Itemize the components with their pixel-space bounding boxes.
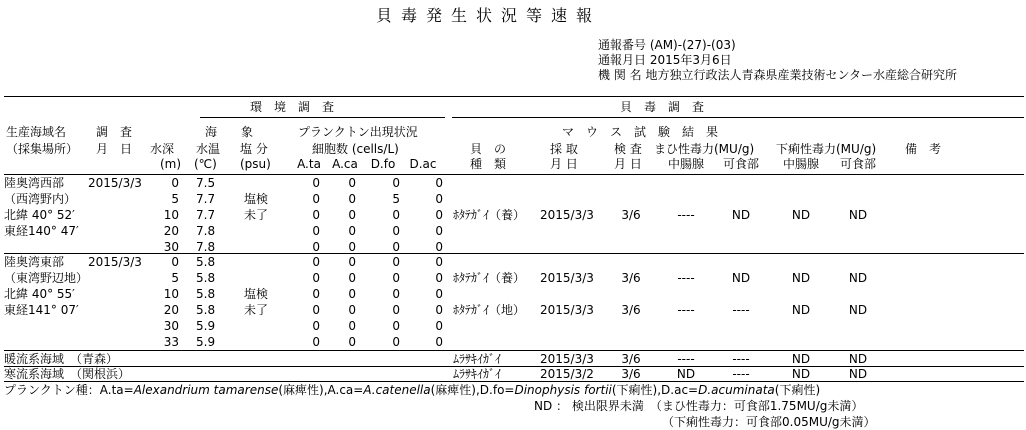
dfo-cell: 5 [392,192,400,206]
species-name: Alexandrium tamarense [133,383,279,397]
plankton-legend [4,383,820,397]
sample-header: 採 取 [550,142,578,156]
salinity-cell: 塩検 [244,192,269,206]
report-date: 通報月日 2015年3月6日 [598,53,732,67]
psp-gland-header: 中腸腺 [667,157,705,171]
salinity-cell: 塩検 [244,287,269,301]
depth-cell: 5 [171,192,179,206]
dsp-gland-cell: ND [791,303,811,317]
temp-cell: 5.8 [196,255,216,269]
dac-cell: 0 [435,287,443,301]
ata-cell: 0 [312,255,320,269]
inspect-date-cell: 3/6 [621,352,641,366]
survey-sub-header: 月 日 [96,142,133,156]
shell-species-cell: ﾑﾗｻｷｲｶﾞｲ [453,367,502,381]
dsp-edible-cell: ND [848,271,868,285]
salinity-cell: 未了 [244,208,269,222]
temp-cell: 7.5 [196,176,216,190]
aca-cell: 0 [348,271,356,285]
dfo-cell: 0 [392,208,400,222]
aca-header: A.ca [332,157,358,171]
ata-cell: 0 [312,240,320,254]
dac-cell: 0 [435,255,443,269]
table-top-border [4,96,1024,97]
area-name: 陸奥湾東部 [4,255,65,269]
area-latitude: 北緯 40° 55′ [4,287,75,301]
shell-header: 貝 の [470,142,507,156]
survey-header: 調 査 [96,125,133,139]
depth-cell: 10 [163,208,179,222]
psp-gland-cell: ---- [677,352,695,366]
psp-gland-cell: ---- [677,208,695,222]
survey-date: 2015/3/3 [88,255,142,269]
cells-header: 細胞数 (cells/L) [312,142,399,156]
aca-cell: 0 [348,303,356,317]
depth-cell: 30 [163,319,179,333]
cold-area: 寒流系海域 （関根浜） [4,367,131,381]
dfo-cell: 0 [392,319,400,333]
aca-cell: 0 [348,224,356,238]
inspect-date-cell: 3/6 [621,208,641,222]
psp-gland-cell: ---- [677,303,695,317]
psp-edible-cell: ---- [732,367,750,381]
psp-header: まひ性毒力(MU/g) [654,142,755,156]
header-bottom-border [4,174,1024,175]
temp-cell: 7.7 [196,192,216,206]
species-name: A.catenella [363,383,431,397]
dfo-cell: 0 [392,176,400,190]
temp-cell: 5.9 [196,335,216,349]
psp-gland-cell: ---- [677,271,695,285]
toxin-group-header: 貝 毒 調 査 [620,100,705,114]
sample-date-cell: 2015/3/3 [540,352,594,366]
dsp-edible-cell: ND [848,352,868,366]
dsp-edible-cell: ND [848,208,868,222]
shell-species-cell: ﾎﾀﾃｶﾞｲ（養） [453,208,526,222]
temp-cell: 7.8 [196,224,216,238]
ata-cell: 0 [312,271,320,285]
depth-header: 水深 [150,142,175,156]
area-location: （西湾野内） [4,192,77,206]
psp-edible-cell: ND [731,208,751,222]
report-number: 通報番号 (AM)-(27)-(03) [598,38,736,52]
shell-species-cell: ﾑﾗｻｷｲｶﾞｲ [453,352,502,366]
ata-cell: 0 [312,319,320,333]
dac-cell: 0 [435,319,443,333]
area-sub-header: （採集場所） [6,142,79,156]
legend-text: (麻痺性),A.ca= [278,383,364,397]
inspect-sub-header: 月 日 [614,157,642,171]
report-agency: 機 関 名 地方独立行政法人青森県産業技術センター水産総合研究所 [598,68,957,82]
dac-header: D.ac [409,157,437,171]
depth-cell: 0 [171,255,179,269]
aca-cell: 0 [348,176,356,190]
sample-date-cell: 2015/3/2 [540,367,594,381]
inspect-header: 検 査 [614,142,642,156]
salinity-cell: 未了 [244,303,269,317]
aca-cell: 0 [348,208,356,222]
area-location: （東湾野辺地） [4,271,89,285]
ata-cell: 0 [312,176,320,190]
plankton-header: プランクトン出現状況 [298,125,418,139]
dfo-cell: 0 [392,335,400,349]
block-divider-3 [4,366,1024,367]
dfo-cell: 0 [392,287,400,301]
dsp-header: 下痢性毒力(MU/g) [776,142,877,156]
depth-cell: 20 [163,303,179,317]
block-divider-1 [4,253,1024,254]
ata-cell: 0 [312,208,320,222]
warm-area: 暖流系海域 （青森） [4,352,119,366]
legend-text: (下痢性),D.ac= [611,383,699,397]
remarks-header: 備 考 [905,142,942,156]
depth-unit: (m) [160,157,182,171]
area-header: 生産海域名 [6,125,67,139]
dac-cell: 0 [435,240,443,254]
toxin-group-underline [452,117,1024,118]
dfo-cell: 0 [392,255,400,269]
nd-note-2: （下痢性毒力：可食部0.05MU/g未満） [662,415,876,429]
temp-cell: 5.9 [196,319,216,333]
salinity-unit: (psu) [240,157,271,171]
dsp-edible-header: 可食部 [839,157,877,171]
dfo-cell: 0 [392,271,400,285]
dac-cell: 0 [435,192,443,206]
aca-cell: 0 [348,240,356,254]
inspect-date-cell: 3/6 [621,271,641,285]
depth-cell: 0 [171,176,179,190]
depth-cell: 20 [163,224,179,238]
legend-text: (下痢性) [774,383,821,397]
dac-cell: 0 [435,176,443,190]
env-group-underline [200,117,445,118]
temp-cell: 5.8 [196,287,216,301]
dsp-edible-cell: ND [848,303,868,317]
shell-sub-header: 種 類 [470,157,507,171]
shell-species-cell: ﾎﾀﾃｶﾞｲ（養） [453,271,526,285]
dac-cell: 0 [435,303,443,317]
sample-date-cell: 2015/3/3 [540,208,594,222]
depth-cell: 30 [163,240,179,254]
depth-cell: 33 [163,335,179,349]
survey-date: 2015/3/3 [88,176,142,190]
area-longitude: 東経141° 07′ [4,303,79,317]
legend-text: (麻痺性),D.fo= [430,383,515,397]
area-longitude: 東経140° 47′ [4,224,79,238]
page-title: 貝毒発生状況等速報 [376,6,602,25]
dsp-gland-cell: ND [791,367,811,381]
ata-cell: 0 [312,303,320,317]
psp-edible-cell: ---- [732,352,750,366]
temp-cell: 7.7 [196,208,216,222]
temp-header: 水温 [196,142,221,156]
temp-cell: 5.8 [196,303,216,317]
temp-unit: (℃) [194,157,217,171]
sample-sub-header: 月 日 [550,157,578,171]
dac-cell: 0 [435,335,443,349]
dfo-cell: 0 [392,303,400,317]
dfo-cell: 0 [392,224,400,238]
ata-cell: 0 [312,335,320,349]
psp-edible-header: 可食部 [722,157,760,171]
dsp-edible-cell: ND [848,367,868,381]
block-divider-2 [4,350,1024,351]
ata-cell: 0 [312,287,320,301]
temp-cell: 7.8 [196,240,216,254]
dac-cell: 0 [435,208,443,222]
aca-cell: 0 [348,192,356,206]
ata-cell: 0 [312,192,320,206]
psp-edible-cell: ---- [732,303,750,317]
mouse-test-header: マ ウ ス 試 験 結 果 [562,125,719,139]
psp-gland-cell: ND [676,367,696,381]
env-group-header: 環 境 調 査 [250,100,335,114]
dsp-gland-cell: ND [791,208,811,222]
dsp-gland-cell: ND [791,352,811,366]
dsp-gland-cell: ND [791,271,811,285]
aca-cell: 0 [348,287,356,301]
aca-cell: 0 [348,255,356,269]
inspect-date-cell: 3/6 [621,367,641,381]
shell-species-cell: ﾎﾀﾃｶﾞｲ（地） [453,303,526,317]
temp-cell: 5.8 [196,271,216,285]
species-name: D.acuminata [698,383,775,397]
aca-cell: 0 [348,335,356,349]
ata-header: A.ta [297,157,321,171]
nd-note: ND ： 検出限界未満 （まひ性毒力：可食部1.75MU/g未満） [534,399,864,413]
aca-cell: 0 [348,319,356,333]
dfo-cell: 0 [392,240,400,254]
species-name: Dinophysis fortii [514,383,612,397]
area-latitude: 北緯 40° 52′ [4,208,75,222]
dac-cell: 0 [435,271,443,285]
ata-cell: 0 [312,224,320,238]
area-name: 陸奥湾西部 [4,176,65,190]
table-bottom-border [4,381,1024,382]
legend-text: プランクトン種：A.ta= [4,383,134,397]
depth-cell: 5 [171,271,179,285]
dac-cell: 0 [435,224,443,238]
sample-date-cell: 2015/3/3 [540,303,594,317]
ocean-header: 海 象 [205,125,254,139]
dsp-gland-header: 中腸腺 [782,157,820,171]
depth-cell: 10 [163,287,179,301]
sample-date-cell: 2015/3/3 [540,271,594,285]
inspect-date-cell: 3/6 [621,303,641,317]
dfo-header: D.fo [370,157,396,171]
salinity-header: 塩 分 [240,142,268,156]
psp-edible-cell: ND [731,271,751,285]
